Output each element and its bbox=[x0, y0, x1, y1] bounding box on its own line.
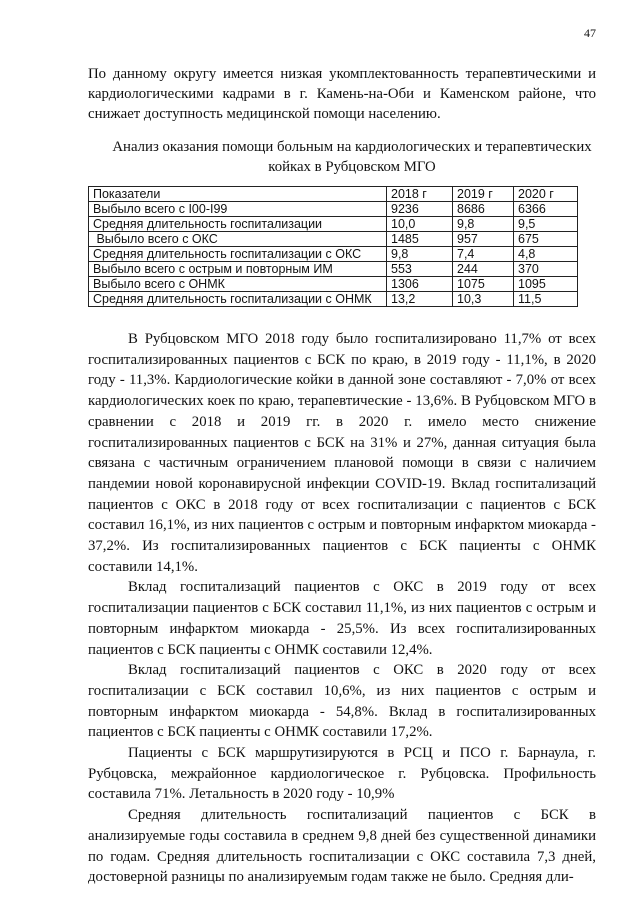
cell-2019: 8686 bbox=[453, 202, 514, 217]
cell-2018: 13,2 bbox=[387, 292, 453, 307]
statistics-table bbox=[88, 186, 578, 307]
table-row bbox=[89, 292, 578, 307]
row-label: Выбыло всего с I00-I99 bbox=[89, 202, 387, 217]
cell-2018: 1485 bbox=[387, 232, 453, 247]
page-number: 47 bbox=[584, 26, 596, 40]
cell-2020: 6366 bbox=[514, 202, 578, 217]
table-row bbox=[89, 232, 578, 247]
row-label: Средняя длительность госпитализации с ОКС bbox=[89, 247, 387, 262]
table-caption: Анализ оказания помощи больным на кардиологических и терапевтических койках в Рубцовском МГО bbox=[112, 139, 592, 175]
cell-2019: 9,8 bbox=[453, 217, 514, 232]
table-header-row bbox=[89, 187, 578, 202]
cell-2018: 9,8 bbox=[387, 247, 453, 262]
table-row bbox=[89, 277, 578, 292]
row-label: Выбыло всего с острым и повторным ИМ bbox=[89, 262, 387, 277]
table-row bbox=[89, 247, 578, 262]
paragraph-duration: Средняя длительность госпитализаций пациентов с БСК в анализируемые годы составила в среднем 9,8 дней без существенной динамики по годам. Средняя длительность госпитализации с ОКС составила 7,3 дней, достоверной разницы по анализируемым годам также не было. Средняя дли- bbox=[88, 807, 596, 886]
row-label: Средняя длительность госпитализации с ОНМК bbox=[89, 292, 387, 307]
cell-2019: 244 bbox=[453, 262, 514, 277]
cell-2018: 553 bbox=[387, 262, 453, 277]
paragraph-2018: В Рубцовском МГО 2018 году было госпитализировано 11,7% от всех госпитализированных пациентов с БСК по краю, в 2019 году - 11,1%, в 2020 году - 11,3%. Кардиологические койки в данной зоне составляют - 7,0% от всех кардиологических коек по краю, терапевтические - 13,6%. В Рубцовском МГО в сравнении с 2018 и 2019 гг. в 2020 г. имело место снижение госпитализированных пациентов с БСК на 31% и 27%, данная ситуация была связана с частичным ограничением плановой помощи в связи с наличием пандемии новой коронавирусной инфекции COVID-19. Вклад госпитализаций пациентов с ОКС в 2018 году от всех госпитализации с пациентов с БСК составил 16,1%, из них пациентов с острым и повторным инфарктом миокарда - 37,2%. Из госпитализированных пациентов с БСК пациенты с ОНМК составили 14,1%. bbox=[88, 331, 596, 575]
header-2020: 2020 г bbox=[514, 187, 578, 202]
cell-2020: 11,5 bbox=[514, 292, 578, 307]
cell-2018: 1306 bbox=[387, 277, 453, 292]
cell-2019: 10,3 bbox=[453, 292, 514, 307]
cell-2019: 7,4 bbox=[453, 247, 514, 262]
cell-2020: 1095 bbox=[514, 277, 578, 292]
cell-2020: 370 bbox=[514, 262, 578, 277]
row-label: Выбыло всего с ОКС bbox=[89, 232, 387, 247]
table-row bbox=[89, 202, 578, 217]
cell-2018: 10,0 bbox=[387, 217, 453, 232]
paragraph-2019: Вклад госпитализаций пациентов с ОКС в 2019 году от всех госпитализации пациентов с БСК составил 11,1%, из них пациентов с острым и повторным инфарктом миокарда - 25,5%. Из всех госпитализированных пациентов с БСК пациенты с ОНМК составили 12,4%. bbox=[88, 579, 596, 658]
header-indicator: Показатели bbox=[89, 187, 387, 202]
row-label: Выбыло всего с ОНМК bbox=[89, 277, 387, 292]
row-label: Средняя длительность госпитализации bbox=[89, 217, 387, 232]
header-2018: 2018 г bbox=[387, 187, 453, 202]
paragraph-2020: Вклад госпитализаций пациентов с ОКС в 2020 году от всех госпитализации с БСК составил 10,6%, из них пациентов с острым и повторным инфарктом миокарда - 54,8%. Вклад в госпитализированных пациентов с БСК пациенты с ОНМК составили 17,2%. bbox=[88, 662, 596, 741]
cell-2019: 957 bbox=[453, 232, 514, 247]
cell-2019: 1075 bbox=[453, 277, 514, 292]
table-row bbox=[89, 217, 578, 232]
body-text bbox=[88, 329, 596, 888]
intro-paragraph: По данному округу имеется низкая укомплектованность терапевтическими и кардиологическими кадрами в г. Камень-на-Оби и Каменском районе, что снижает доступность медицинской помощи населению. bbox=[88, 66, 596, 122]
table-row bbox=[89, 262, 578, 277]
header-2019: 2019 г bbox=[453, 187, 514, 202]
cell-2020: 675 bbox=[514, 232, 578, 247]
cell-2020: 4,8 bbox=[514, 247, 578, 262]
cell-2018: 9236 bbox=[387, 202, 453, 217]
cell-2020: 9,5 bbox=[514, 217, 578, 232]
paragraph-routing: Пациенты с БСК маршрутизируются в РСЦ и ПСО г. Барнаула, г. Рубцовска, межрайонное кардиологическое г. Рубцовска. Профильность составила 71%. Летальность в 2020 году - 10,9% bbox=[88, 745, 596, 803]
